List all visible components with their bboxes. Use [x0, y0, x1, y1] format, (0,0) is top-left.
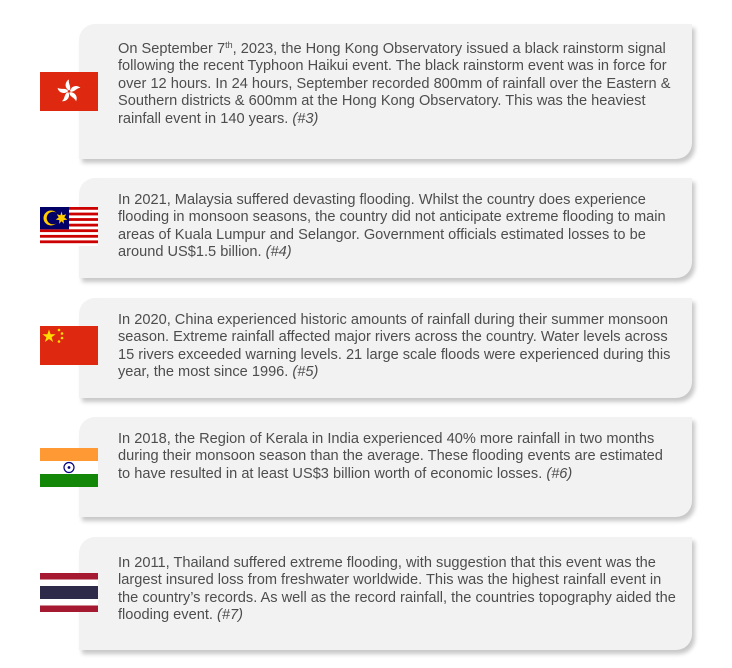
malaysia-flag-icon: [40, 207, 98, 246]
reference-label: (#6): [546, 465, 573, 482]
event-text-hong-kong: [118, 41, 678, 128]
reference-label: (#7): [217, 607, 243, 624]
event-card-china: [79, 298, 692, 398]
india-flag-icon: [40, 448, 98, 487]
reference-label: (#4): [265, 244, 292, 261]
event-card-hong-kong: [79, 24, 692, 159]
event-text-thailand: [118, 555, 678, 625]
event-text-china: [118, 312, 678, 382]
event-text-part: In 2020, China experienced historic amounts of rainfall during their summer monsoon season. Extreme rainfall affected major rivers across the country. Water levels across 15 rivers exceeded warning levels. 21 large scale floods were experienced during this year, the most since 1996.: [118, 312, 671, 381]
hong-kong-flag-icon: [40, 72, 98, 111]
event-card-thailand: [79, 537, 692, 650]
ordinal-suffix: th: [225, 40, 233, 50]
event-text-india: [118, 431, 678, 483]
event-text-part: , 2023, the Hong Kong Observatory issued a black rainstorm signal following the recent Typhoon Haikui event. The black rainstorm event was in force for over 12 hours. In 24 hours, September recorded 800mm of rainfall over the Eastern & Southern districts & 600mm at the Hong Kong Observatory. This was the heaviest rainfall event in 140 years.: [118, 41, 671, 127]
event-text-part: In 2011, Thailand suffered extreme flooding, with suggestion that this event was the largest insured loss from freshwater worldwide. This was the highest rainfall event in the country’s records. As well as the record rainfall, the countries topography aided the flooding event.: [118, 555, 676, 624]
event-text-part: In 2021, Malaysia suffered devasting flooding. Whilst the country does experience flooding in monsoon seasons, the country did not anticipate extreme flooding to main areas of Kuala Lumpur and Selangor. Government officials estimated losses to be around US$1.5 billion.: [118, 192, 666, 261]
event-text-part: On September 7: [118, 41, 226, 57]
china-flag-icon: [40, 326, 98, 365]
reference-label: (#5): [292, 364, 319, 381]
event-text-malaysia: [118, 192, 678, 262]
thailand-flag-icon: [40, 573, 98, 612]
event-card-india: [79, 417, 692, 517]
event-card-malaysia: [79, 178, 692, 278]
event-text-part: In 2018, the Region of Kerala in India experienced 40% more rainfall in two months during their monsoon season than the average. These flooding events are estimated to have resulted in at least US$3 billion worth of economic losses.: [118, 431, 663, 482]
reference-label: (#3): [292, 110, 319, 127]
